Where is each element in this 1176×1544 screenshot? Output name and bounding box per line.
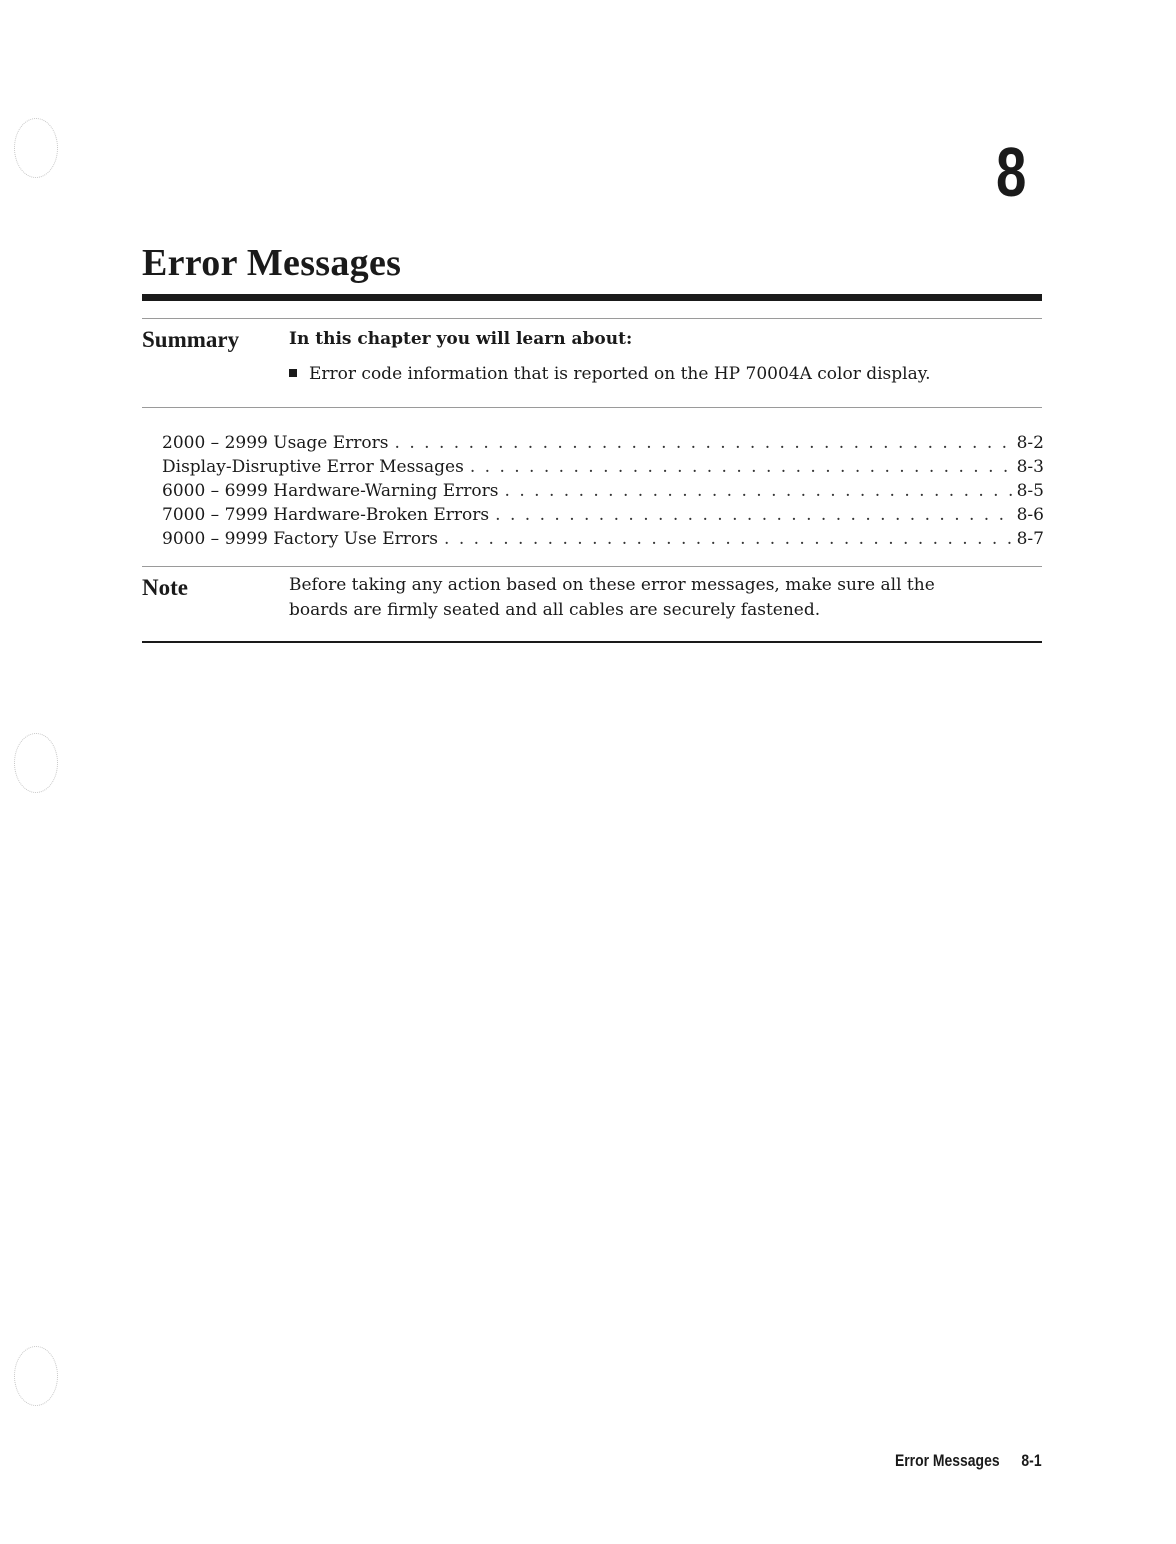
footer-section-title: Error Messages bbox=[894, 1451, 1000, 1470]
note-label: Note bbox=[142, 575, 188, 600]
toc-entry-label: 9000 – 9999 Factory Use Errors bbox=[162, 529, 439, 549]
toc-entry-label: 2000 – 2999 Usage Errors bbox=[162, 433, 389, 453]
binder-hole bbox=[14, 1346, 58, 1406]
toc-entry[interactable] bbox=[162, 503, 1044, 527]
toc-entry[interactable] bbox=[162, 479, 1044, 503]
summary-label: Summary bbox=[142, 327, 240, 352]
toc-entry-label: 6000 – 6999 Hardware-Warning Errors bbox=[162, 481, 499, 501]
note-line: Before taking any action based on these error messages, make sure all the bbox=[289, 575, 935, 595]
toc-leader-dots bbox=[495, 503, 1012, 527]
toc-entry-label: 7000 – 7999 Hardware-Broken Errors bbox=[162, 505, 490, 525]
chapter-number: 8 bbox=[996, 133, 1027, 211]
toc-leader-dots bbox=[470, 455, 1013, 479]
summary-list-item bbox=[289, 361, 1029, 387]
toc-entry[interactable] bbox=[162, 455, 1044, 479]
toc-entry[interactable] bbox=[162, 431, 1044, 455]
summary-item-text: Error code information that is reported on the HP 70004A color display. bbox=[309, 364, 931, 384]
bullet-icon bbox=[289, 369, 297, 377]
note-text bbox=[289, 573, 1029, 623]
footer-page-number: 8-1 bbox=[1021, 1451, 1042, 1470]
binder-hole bbox=[14, 118, 58, 178]
title-rule bbox=[142, 294, 1042, 301]
toc-leader-dots bbox=[505, 479, 1013, 503]
toc-entry-page: 8-3 bbox=[1016, 457, 1044, 477]
summary-top-rule bbox=[142, 318, 1042, 319]
page-footer bbox=[860, 1450, 1042, 1472]
chapter-contents bbox=[162, 431, 1044, 551]
chapter-title: Error Messages bbox=[142, 242, 402, 284]
toc-entry-page: 8-2 bbox=[1016, 433, 1044, 453]
binder-hole bbox=[14, 733, 58, 793]
note-top-rule bbox=[142, 566, 1042, 567]
note-bottom-rule bbox=[142, 641, 1042, 643]
toc-entry-label: Display-Disruptive Error Messages bbox=[162, 457, 464, 477]
toc-entry-page: 8-5 bbox=[1016, 481, 1044, 501]
note-line: boards are firmly seated and all cables are securely fastened. bbox=[289, 600, 821, 620]
summary-bottom-rule bbox=[142, 407, 1042, 408]
toc-entry-page: 8-7 bbox=[1016, 529, 1044, 549]
toc-entry-page: 8-6 bbox=[1016, 505, 1044, 525]
toc-entry[interactable] bbox=[162, 527, 1044, 551]
summary-heading: In this chapter you will learn about: bbox=[289, 329, 633, 349]
toc-leader-dots bbox=[444, 527, 1013, 551]
toc-leader-dots bbox=[395, 431, 1013, 455]
